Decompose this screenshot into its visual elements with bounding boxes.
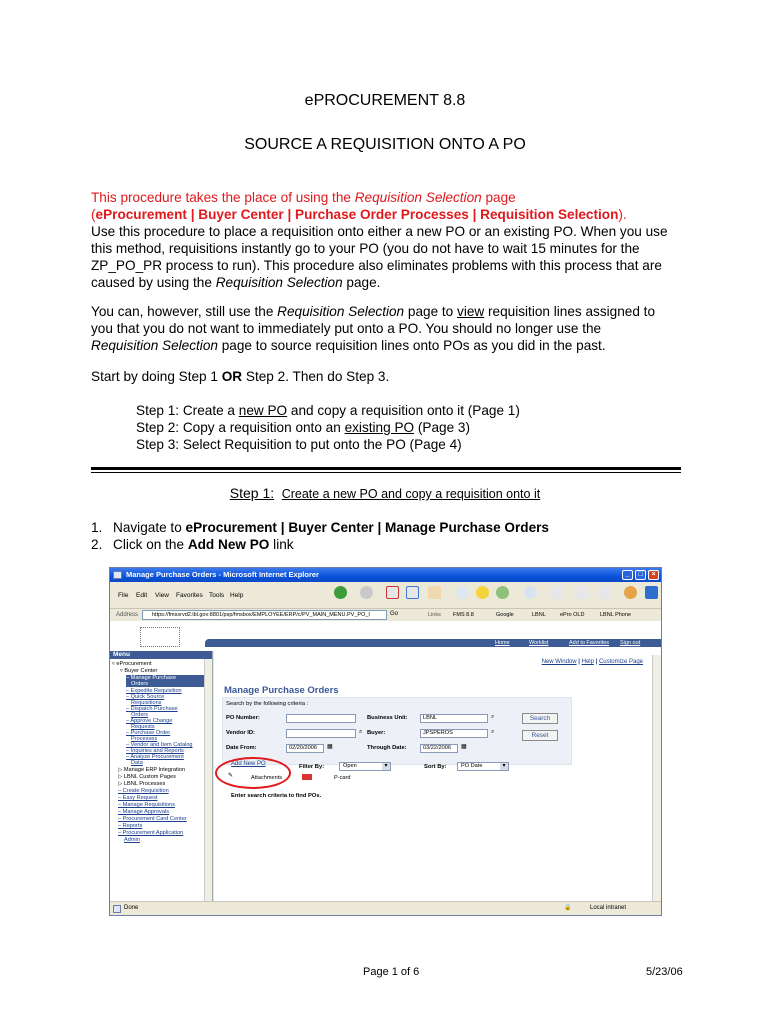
customize-page-link[interactable]: Customize Page — [598, 659, 643, 665]
page-status-icon — [113, 905, 121, 913]
reset-button[interactable]: Reset — [522, 730, 558, 741]
address-bar — [110, 608, 661, 621]
footer-date: 5/23/06 — [646, 966, 683, 978]
menu-favorites[interactable]: Favorites — [176, 592, 203, 599]
search-button[interactable]: Search — [522, 713, 558, 724]
menu-tools[interactable]: Tools — [209, 592, 225, 599]
usage-paragraph: You can, however, still use the Requisition Selection page to view requisition lines assigned to you that you do not want to immediately put onto a PO. You should no longer use the Requisition Selection page to source requisition lines onto POs as you did in the past. — [91, 304, 656, 353]
page-title: Manage Purchase Orders — [224, 685, 339, 696]
through-date-label: Through Date: — [367, 745, 407, 751]
history-icon[interactable] — [496, 586, 509, 599]
mail-icon[interactable] — [524, 586, 537, 599]
menu-view[interactable]: View — [155, 592, 169, 599]
browser-screenshot — [109, 567, 662, 916]
sidebar-item-approve-change[interactable]: – Approve Change — [126, 718, 173, 724]
sidebar-item-easy-request[interactable]: – Easy Request — [118, 795, 158, 801]
maximize-button[interactable]: □ — [635, 570, 646, 580]
po-number-label: PO Number: — [226, 715, 260, 721]
content-scrollbar[interactable] — [652, 655, 661, 903]
edit-icon[interactable] — [576, 586, 589, 599]
sidebar-item-pcard-center[interactable]: – Procurement Card Center — [118, 816, 187, 822]
business-unit-input[interactable]: LBNL — [420, 714, 488, 723]
lock-icon: 🔒 — [564, 905, 572, 911]
new-window-link[interactable]: New Window — [541, 659, 577, 665]
vendor-lookup-icon[interactable]: ⌕ — [359, 729, 363, 735]
sidebar-item-quick-source-2[interactable]: Requisitions — [131, 700, 162, 706]
menu-file[interactable]: File — [118, 592, 129, 599]
discuss-icon[interactable] — [598, 586, 611, 599]
add-to-favorites-link[interactable]: Add to Favorites — [569, 640, 610, 646]
step-2: Step 2: Copy a requisition onto an existing PO (Page 3) — [136, 420, 471, 435]
date-from-label: Date From: — [226, 745, 257, 751]
sidebar-item-lbnl-processes[interactable]: ▷ LBNL Processes — [118, 781, 166, 787]
bu-lookup-icon[interactable]: ⌕ — [491, 714, 495, 720]
sidebar-item-quick-source[interactable]: – Quick Source — [126, 694, 165, 700]
address-label: Address — [116, 612, 139, 618]
header-nav-bar — [205, 639, 661, 647]
sidebar-scrollbar[interactable] — [204, 659, 212, 903]
minimize-button[interactable]: _ — [622, 570, 633, 580]
sidebar-item-dispatch[interactable]: – Dispatch Purchase — [126, 706, 178, 712]
refresh-icon[interactable] — [406, 586, 419, 599]
sidebar-item-manage-reqs[interactable]: – Manage Requisitions — [118, 802, 175, 808]
search-criteria-box — [222, 697, 572, 765]
doc-subtitle: SOURCE A REQUISITION ONTO A PO — [244, 136, 526, 153]
sidebar-item-approve-change-2[interactable]: Requests — [131, 724, 155, 730]
menu-help[interactable]: Help — [230, 592, 244, 599]
through-date-calendar-icon[interactable]: ▦ — [461, 744, 467, 750]
sidebar-item-manage-approvals[interactable]: – Manage Approvals — [118, 809, 169, 815]
address-input[interactable]: https://fmssrvd2.lbl.gov:8801/psp/fmsbox/EMPLOYEE/ERP/c/PV_MAIN_MENU.PV_PO_I — [142, 610, 387, 620]
stop-icon[interactable] — [386, 586, 399, 599]
link-lbnl[interactable]: LBNL — [532, 612, 546, 618]
menu-sidebar — [110, 651, 213, 903]
home-link[interactable]: Home — [495, 640, 510, 646]
buyer-label: Buyer: — [367, 730, 386, 736]
intranet-zone: Local intranet — [590, 905, 627, 911]
menu-edit[interactable]: Edit — [136, 592, 148, 599]
date-from-calendar-icon[interactable]: ▦ — [327, 744, 333, 750]
sidebar-item-reports[interactable]: – Reports — [118, 823, 143, 829]
app-header — [110, 621, 661, 651]
status-text: Done — [124, 905, 139, 911]
sidebar-item-manage-purchase-orders-2[interactable]: Orders — [126, 681, 204, 687]
criteria-title: Search by the following criteria : — [226, 701, 309, 707]
link-epro-old[interactable]: ePro OLD — [560, 612, 585, 618]
sidebar-item-analyze[interactable]: – Analyze Procurement — [126, 754, 184, 760]
business-unit-label: Business Unit: — [367, 715, 408, 721]
start-paragraph: Start by doing Step 1 OR Step 2. Then do Step 3. — [91, 369, 390, 384]
sidebar-item-buyer-center[interactable]: ▿ Buyer Center — [120, 668, 158, 674]
sidebar-item-create-req[interactable]: – Create Requisition — [118, 788, 169, 794]
status-bar — [110, 901, 661, 915]
sort-by-label: Sort By: — [424, 764, 447, 770]
top-links: New Window | Help | Customize Page — [541, 659, 643, 665]
lbnl-logo-icon — [140, 627, 180, 647]
print-icon[interactable] — [550, 586, 563, 599]
sidebar-item-vendor-catalog[interactable]: – Vendor and Item Catalog — [126, 742, 193, 748]
po-number-input[interactable] — [286, 714, 356, 723]
through-date-input[interactable]: 03/22/2006 — [420, 744, 458, 753]
home-icon[interactable] — [428, 586, 441, 599]
link-google[interactable]: Google — [496, 612, 514, 618]
filter-by-label: Filter By: — [299, 764, 325, 770]
steps-list — [136, 402, 520, 453]
help-link[interactable]: Help — [581, 659, 594, 665]
sidebar-item-lbnl-custom[interactable]: ▷ LBNL Custom Pages — [118, 774, 176, 780]
search-icon[interactable] — [456, 586, 469, 599]
sidebar-item-proc-app-2[interactable]: Admin — [124, 837, 140, 843]
favorites-icon[interactable] — [476, 586, 489, 599]
sidebar-item-dispatch-2[interactable]: Orders — [131, 712, 149, 718]
worklist-link[interactable]: Worklist — [529, 640, 549, 646]
link-fms[interactable]: FMS 8.8 — [453, 612, 474, 618]
sidebar-item-inquiries[interactable]: – Inquiries and Reports — [126, 748, 184, 754]
close-button[interactable]: × — [648, 570, 659, 580]
sidebar-item-eprocurement[interactable]: ▿ eProcurement — [112, 661, 152, 667]
search-message: Enter search criteria to find POs. — [231, 793, 322, 799]
link-lbnl-phone[interactable]: LBNL Phone — [600, 612, 631, 618]
vendor-id-input[interactable] — [286, 729, 356, 738]
sidebar-item-po-processes[interactable]: – Purchase Order — [126, 730, 171, 736]
divider-thin — [91, 472, 681, 473]
instruction-list: 1. Navigate to eProcurement | Buyer Center | Manage Purchase Orders 2. Click on the Add New PO link — [91, 520, 549, 552]
go-button[interactable]: Go — [390, 611, 399, 617]
sidebar-item-erp-integration[interactable]: ▷ Manage ERP Integration — [118, 767, 186, 773]
paperclip-icon: ✎ — [228, 773, 233, 779]
step-1: Step 1: Create a new PO and copy a requisition onto it (Page 1) — [136, 403, 520, 418]
filter-by-select[interactable]: Open ▾ — [339, 762, 391, 771]
back-icon[interactable] — [334, 586, 347, 599]
sidebar-item-proc-app[interactable]: – Procurement Application — [118, 830, 184, 836]
menu-header: Menu — [110, 651, 212, 659]
sidebar-item-manage-purchase-orders[interactable]: – Manage Purchase — [126, 675, 204, 681]
pcard-icon — [302, 774, 312, 780]
buyer-input[interactable]: JPSPEROS — [420, 729, 488, 738]
sidebar-item-expedite[interactable]: – Expedite Requisition — [126, 688, 182, 694]
messenger-icon[interactable] — [624, 586, 637, 599]
step-1-heading: Step 1: Create a new PO and copy a requisition onto it — [229, 485, 541, 501]
buyer-lookup-icon[interactable]: ⌕ — [491, 729, 495, 735]
add-new-po-link[interactable]: Add New PO — [231, 761, 266, 767]
window-titlebar: Manage Purchase Orders - Microsoft Internet Explorer _ □ × — [110, 568, 661, 582]
pcard-label: P-card — [334, 775, 351, 781]
attachments-label: Attachments — [251, 775, 283, 781]
sign-out-link[interactable]: Sign out — [620, 640, 641, 646]
windows-logo-icon — [645, 586, 658, 599]
sidebar-item-po-processes-2[interactable]: Processes — [131, 736, 158, 742]
page-number: Page 1 of 6 — [363, 966, 420, 978]
sort-by-select[interactable]: PO Date ▾ — [457, 762, 509, 771]
ie-page-icon — [113, 571, 122, 579]
forward-icon[interactable] — [360, 586, 373, 599]
doc-title: ePROCUREMENT 8.8 — [304, 92, 466, 109]
step-3: Step 3: Select Requisition to put onto the PO (Page 4) — [136, 437, 462, 452]
divider-thick — [91, 467, 681, 470]
vendor-id-label: Vendor ID: — [226, 730, 255, 736]
intro-paragraph: This procedure takes the place of using the Requisition Selection page (eProcurement | Buyer Center | Purchase Order Processes | Requisition Selection). Use this procedure to place a requisition onto either a new PO or an existing PO. When you use this method, requisitions instantly go to your PO (you do not have to wait 15 minutes for the ZP_PO_PR process to run). This procedure also eliminates problems with this process that are caused by using the Requisition Selection page. — [91, 190, 668, 290]
links-label: Links — [428, 612, 441, 618]
sidebar-item-analyze-2[interactable]: Data — [131, 760, 143, 766]
highlight-circle — [215, 757, 291, 789]
date-from-input[interactable]: 02/20/2006 — [286, 744, 324, 753]
